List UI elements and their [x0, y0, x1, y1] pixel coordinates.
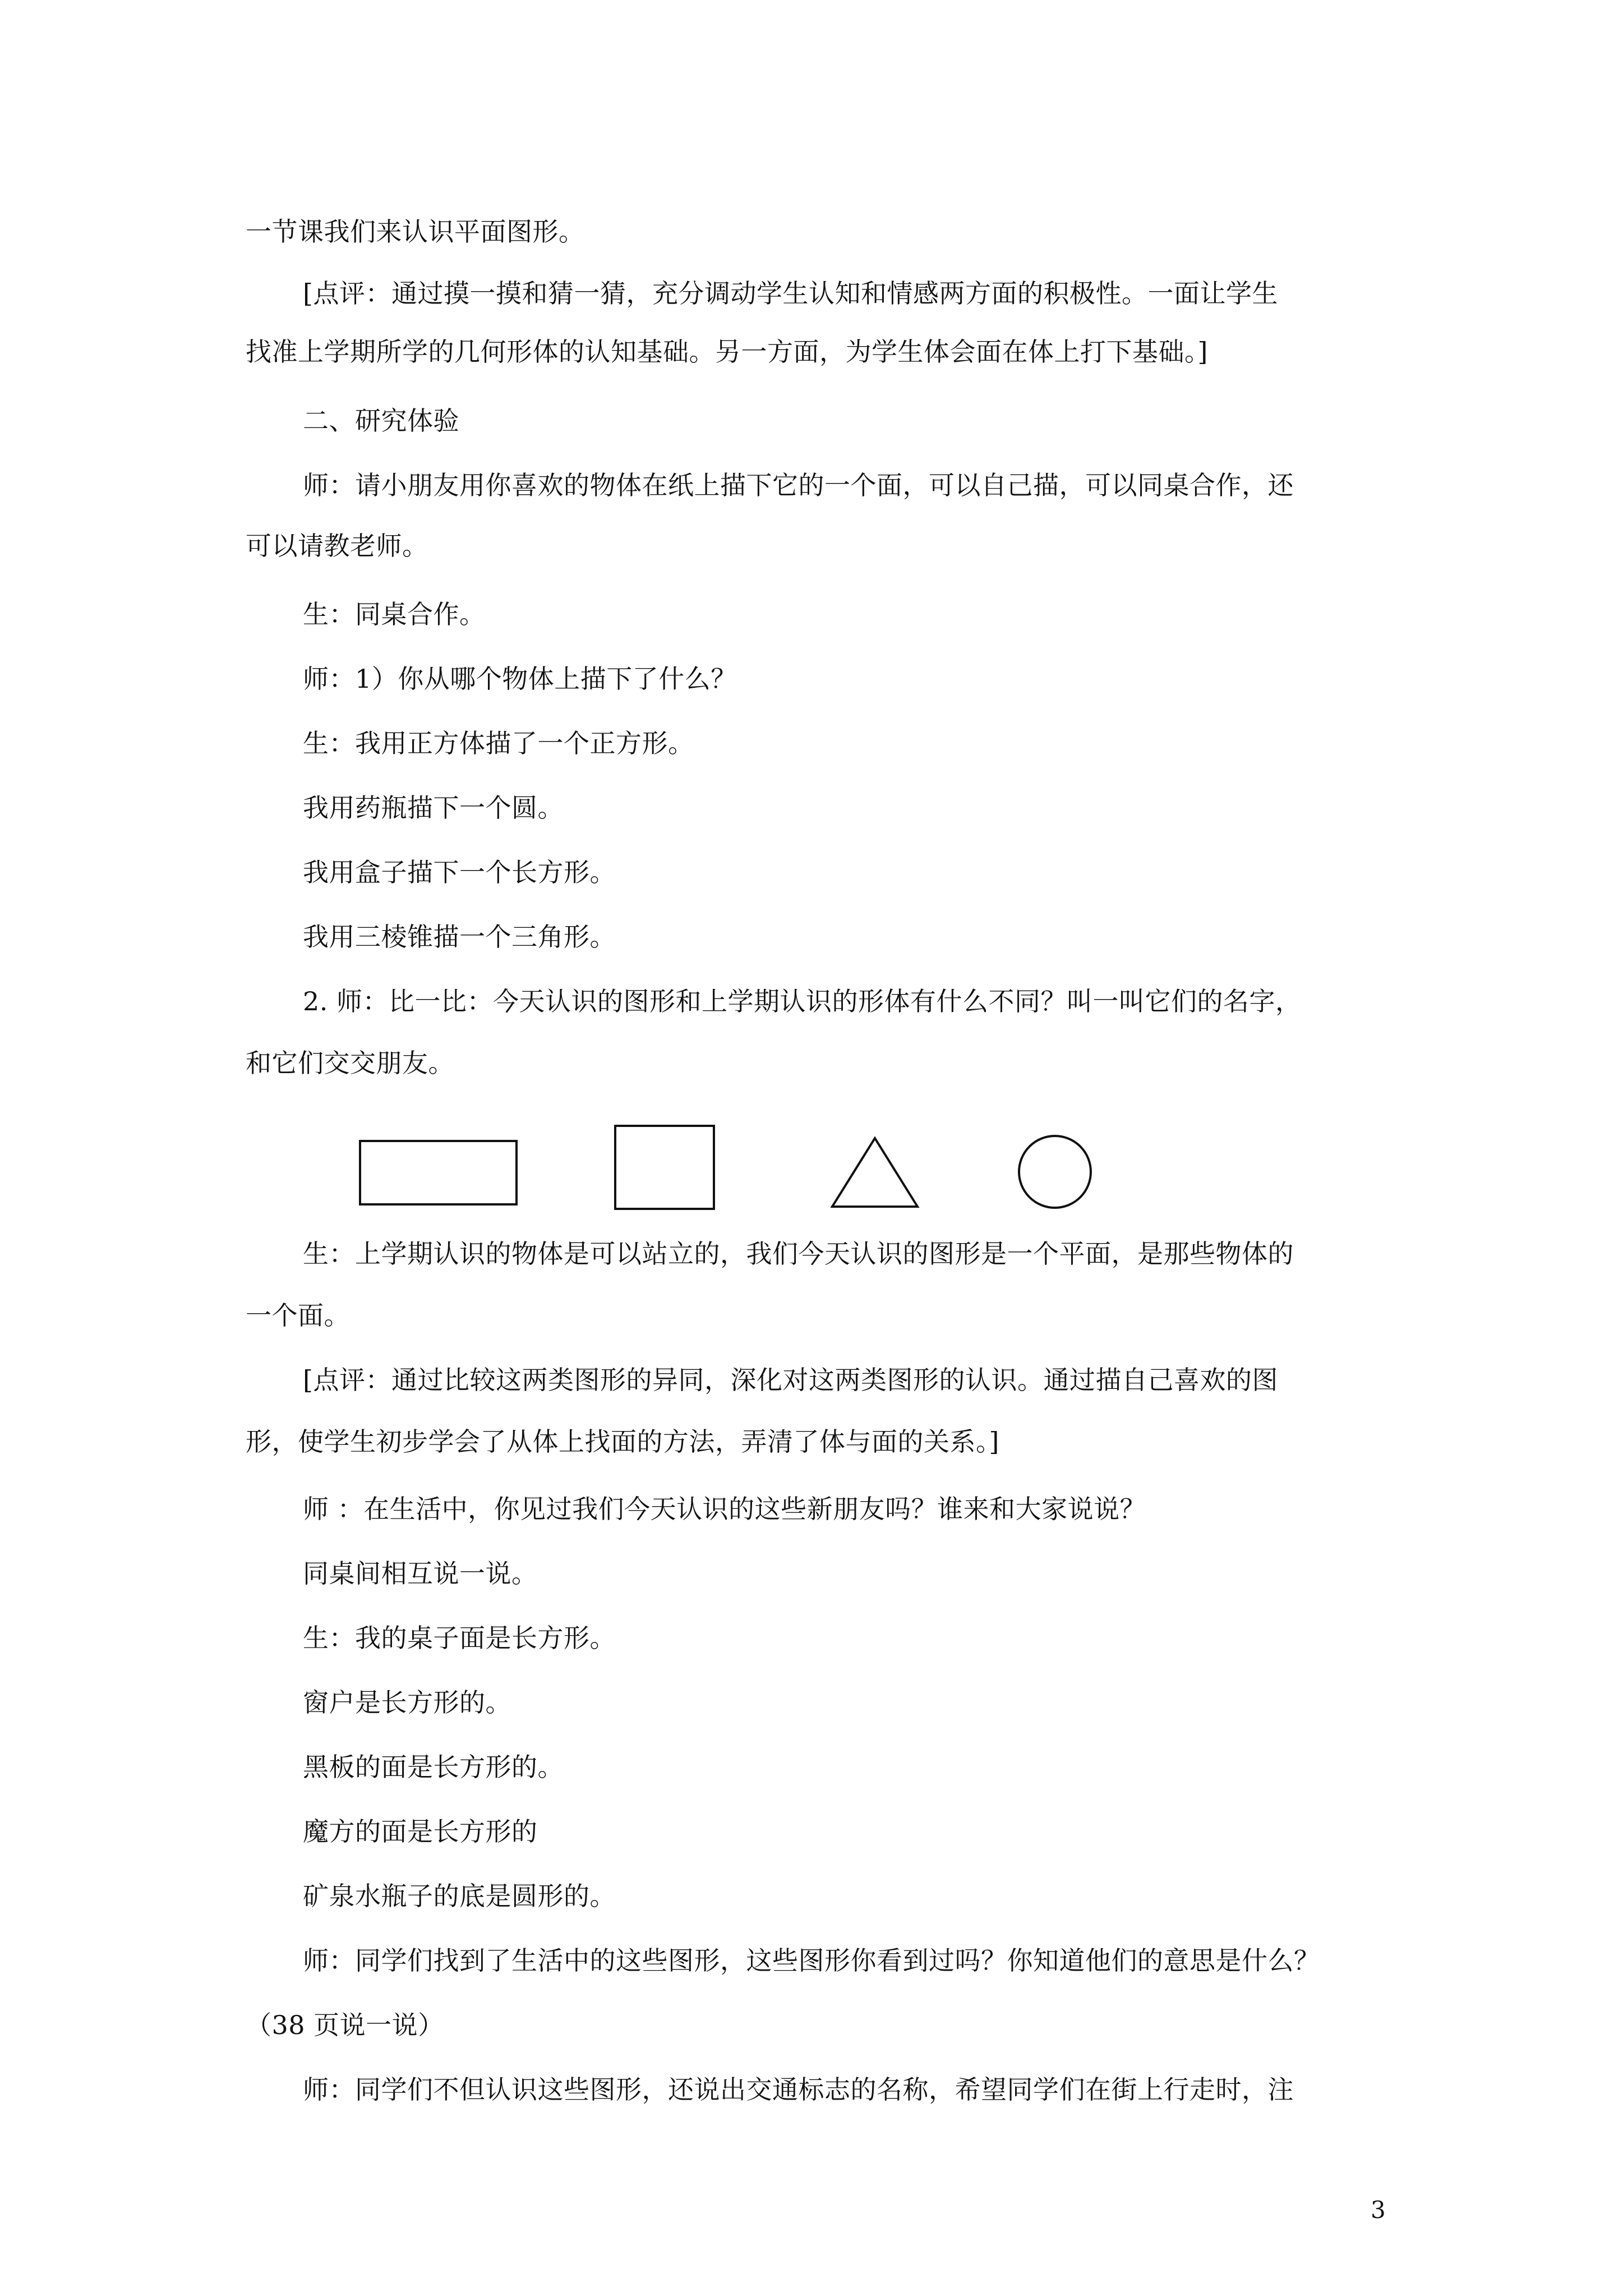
- text-line: 生：上学期认识的物体是可以站立的，我们今天认识的图形是一个平面，是那些物体的: [303, 1239, 1294, 1269]
- text-line: 一节课我们来认识平面图形。: [246, 217, 585, 247]
- text-line: 生：同桌合作。: [303, 599, 486, 629]
- comment-line: 形，使学生初步学会了从体上找面的方法，弄清了体与面的关系。]: [246, 1427, 999, 1457]
- page-number: 3: [1371, 2196, 1386, 2224]
- rectangle-shape: [359, 1140, 518, 1205]
- text-line: 同桌间相互说一说。: [303, 1558, 538, 1589]
- text-line: （38 页说一说）: [246, 2010, 444, 2040]
- text-line: 师：1）你从哪个物体上描下了什么？: [303, 664, 737, 694]
- text-line: 魔方的面是长方形的: [303, 1816, 538, 1847]
- text-line: 矿泉水瓶子的底是圆形的。: [303, 1881, 616, 1911]
- text-line: 我用药瓶描下一个圆。: [303, 793, 564, 823]
- text-line: 黑板的面是长方形的。: [303, 1752, 564, 1782]
- shape-figures: [359, 1119, 1099, 1226]
- comment-line: 找准上学期所学的几何形体的认知基础。另一方面，为学生体会面在体上打下基础。]: [246, 337, 1208, 367]
- text-line: 我用三棱锥描一个三角形。: [303, 922, 616, 952]
- square-shape: [614, 1125, 715, 1210]
- text-line: 窗户是长方形的。: [303, 1687, 511, 1718]
- text-line: 生：我用正方体描了一个正方形。: [303, 728, 694, 758]
- text-line: 可以请教老师。: [246, 531, 428, 561]
- text-line: 我用盒子描下一个长方形。: [303, 857, 616, 887]
- comment-line: [点评：通过摸一摸和猜一猜，充分调动学生认知和情感两方面的积极性。一面让学生: [303, 278, 1278, 309]
- triangle-shape: [830, 1136, 920, 1209]
- text-line: 生：我的桌子面是长方形。: [303, 1623, 616, 1653]
- comment-line: [点评：通过比较这两类图形的异同，深化对这两类图形的认识。通过描自己喜欢的图: [303, 1365, 1278, 1395]
- text-line: 师：同学们不但认识这些图形，还说出交通标志的名称，希望同学们在街上行走时，注: [303, 2074, 1294, 2105]
- text-line: 师：请小朋友用你喜欢的物体在纸上描下它的一个面，可以自己描，可以同桌合作，还: [303, 470, 1294, 500]
- text-line: 师：同学们找到了生活中的这些图形，这些图形你看到过吗？你知道他们的意思是什么？: [303, 1945, 1320, 1976]
- section-heading: 二、研究体验: [303, 406, 459, 436]
- circle-shape: [1018, 1135, 1092, 1209]
- text-line: 2. 师：比一比：今天认识的图形和上学期认识的形体有什么不同？叫一叫它们的名字，: [303, 986, 1302, 1016]
- text-line: 和它们交交朋友。: [246, 1048, 454, 1078]
- text-line: 师 ：在生活中，你见过我们今天认识的这些新朋友吗？谁来和大家说说？: [303, 1494, 1146, 1524]
- text-line: 一个面。: [246, 1300, 350, 1331]
